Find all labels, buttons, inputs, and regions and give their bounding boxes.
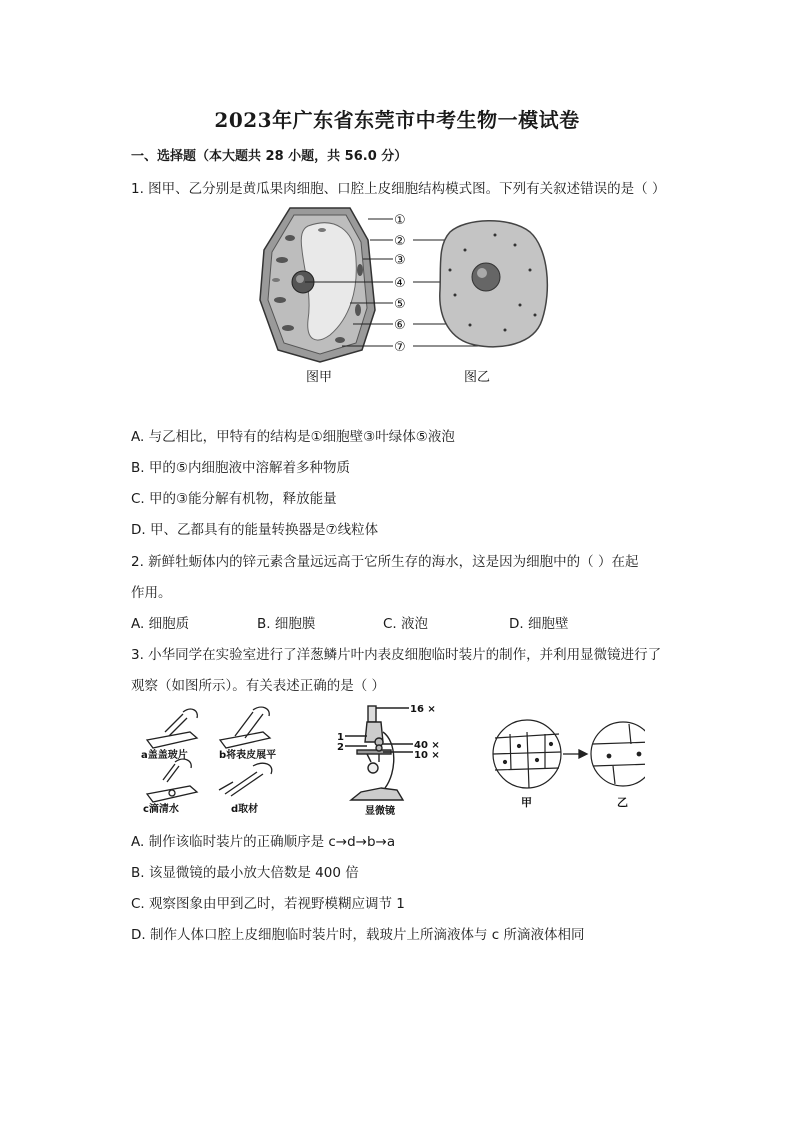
q3-stem-line2: 观察（如图所示）。有关表述正确的是（ ） xyxy=(131,678,386,694)
mic-10x: 10 × xyxy=(414,750,440,761)
q3-option-c: C. 观察图象由甲到乙时，若视野模糊应调节 1 xyxy=(131,896,405,912)
mic-part-2: 2 xyxy=(337,742,344,753)
mic-40x: 40 × xyxy=(414,740,440,751)
figure-label-b: 图乙 xyxy=(464,370,491,385)
marker-3: ③ xyxy=(394,253,406,268)
view-label-yi: 乙 xyxy=(617,796,628,809)
q2-option-d: D. 细胞壁 xyxy=(509,616,569,632)
q2-option-c: C. 液泡 xyxy=(383,616,429,632)
q2-stem-line1: 2. 新鲜牡蛎体内的锌元素含量远远高于它所生存的海水，这是因为细胞中的（ ）在起 xyxy=(131,554,639,570)
field-of-view-yi xyxy=(591,722,645,786)
q3-option-d: D. 制作人体口腔上皮细胞临时装片时，载玻片上所滴液体与 c 所滴液体相同 xyxy=(131,927,585,943)
step-c-label: c滴清水 xyxy=(143,804,179,815)
field-of-view-jia xyxy=(493,720,561,788)
q1-cell-figure xyxy=(250,200,550,390)
figure-label-a: 图甲 xyxy=(306,370,333,385)
view-label-jia: 甲 xyxy=(521,796,532,809)
step-a-label: a盖盖玻片 xyxy=(141,750,188,761)
section-heading: 一、选择题（本大题共 28 小题，共 56.0 分） xyxy=(131,149,408,164)
q3-option-b: B. 该显微镜的最小放大倍数是 400 倍 xyxy=(131,865,359,881)
q3-procedure-figure xyxy=(135,702,645,822)
q1-option-a: A. 与乙相比，甲特有的结构是①细胞壁③叶绿体⑤液泡 xyxy=(131,429,455,445)
q2-option-b: B. 细胞膜 xyxy=(257,616,316,632)
animal-cell-diagram xyxy=(440,221,548,347)
plant-cell-diagram xyxy=(260,208,375,362)
mic-16x: 16 × xyxy=(410,704,436,715)
marker-7: ⑦ xyxy=(394,340,406,355)
q2-stem-line2: 作用。 xyxy=(131,585,172,601)
marker-1: ① xyxy=(394,213,406,228)
microscope-illustration xyxy=(345,706,413,800)
q1-option-b: B. 甲的⑤内细胞液中溶解着多种物质 xyxy=(131,460,350,476)
q3-stem-line1: 3. 小华同学在实验室进行了洋葱鳞片叶内表皮细胞临时装片的制作，并利用显微镜进行了 xyxy=(131,647,662,663)
q1-option-d: D. 甲、乙都具有的能量转换器是⑦线粒体 xyxy=(131,522,379,538)
marker-2: ② xyxy=(394,234,406,249)
marker-5: ⑤ xyxy=(394,297,406,312)
mic-part-1: 1 xyxy=(337,732,344,743)
marker-6: ⑥ xyxy=(394,318,406,333)
q3-option-a: A. 制作该临时装片的正确顺序是 c→d→b→a xyxy=(131,834,396,850)
q1-stem: 1. 图甲、乙分别是黄瓜果肉细胞、口腔上皮细胞结构模式图。下列有关叙述错误的是（ ） xyxy=(131,181,666,197)
step-d-label: d取材 xyxy=(231,804,259,815)
q1-option-c: C. 甲的③能分解有机物，释放能量 xyxy=(131,491,337,507)
exam-title: 2023年广东省东莞市中考生物一模试卷 xyxy=(214,108,580,132)
mic-caption: 显微镜 xyxy=(365,806,395,817)
q2-option-a: A. 细胞质 xyxy=(131,616,190,632)
marker-4: ④ xyxy=(394,276,406,291)
step-b-label: b将表皮展平 xyxy=(219,750,277,761)
